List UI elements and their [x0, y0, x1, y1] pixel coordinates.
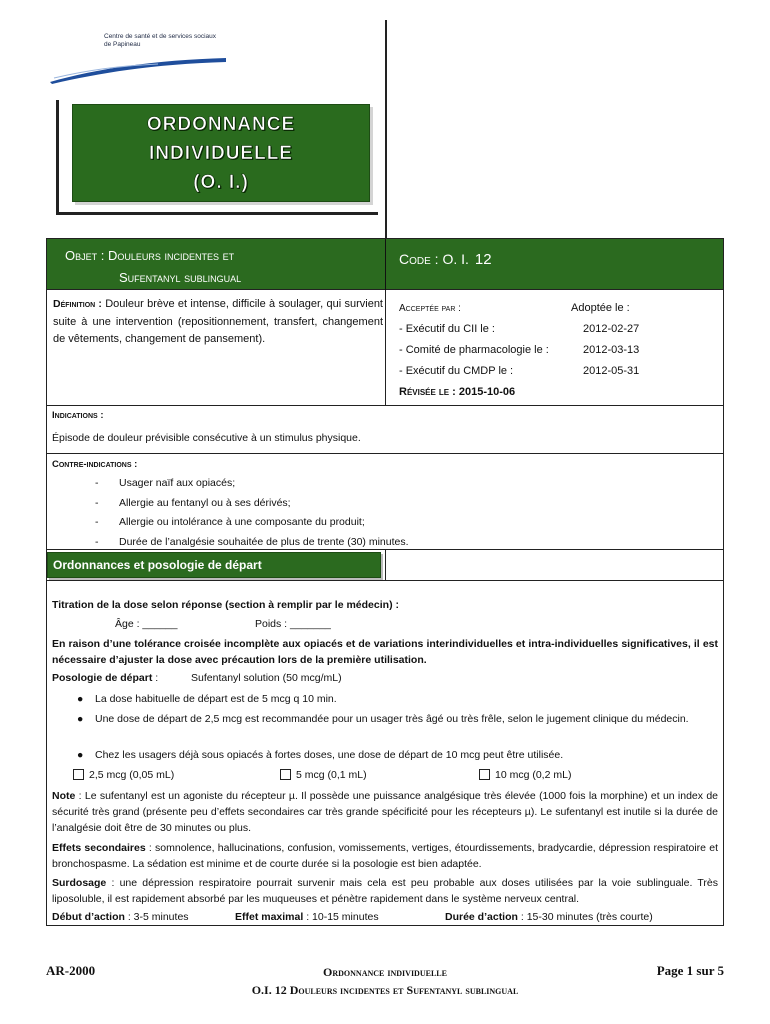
code-label: Code : O. I.	[399, 251, 469, 267]
dose-option[interactable]	[280, 769, 367, 781]
bullet-icon: ●	[77, 693, 84, 705]
list-item-text: Allergie ou intolérance à une composante du produit;	[119, 516, 365, 528]
side-effects-label: Effets secondaires	[52, 842, 146, 854]
list-item: - Durée de l’analgésie souhaitée de plus de trente (30) minutes.	[95, 535, 409, 548]
duration-label: Durée d’action	[445, 911, 518, 923]
header-divider-line	[385, 20, 387, 238]
adopted-on-label: Adoptée le :	[571, 302, 630, 314]
indications-section	[46, 406, 724, 454]
age-field: Âge : ______	[115, 618, 178, 630]
title-line-3: (O. I.)	[193, 171, 249, 193]
code-number: 12	[474, 251, 492, 268]
list-item-text: Usager naïf aux opiacés;	[119, 477, 236, 489]
max-effect-line	[235, 909, 379, 925]
indications-label: Indications :	[52, 410, 104, 421]
acceptance-row-who: - Exécutif du CMDP le :	[399, 365, 514, 377]
acceptance-row-date: 2012-05-31	[583, 365, 640, 377]
acceptance-block	[399, 298, 729, 403]
posology-value: Sufentanyl solution (50 mcg/mL)	[191, 672, 342, 684]
accepted-by-label: Acceptée par :	[399, 303, 461, 314]
logo-line-2: de Papineau	[104, 41, 141, 48]
subject-line-1: Objet : Douleurs incidentes et	[65, 248, 235, 263]
contraindications-list	[95, 474, 409, 552]
list-item: - Usager naïf aux opiacés;	[95, 477, 236, 489]
list-item: - Allergie ou intolérance à une composante du produit;	[95, 516, 365, 528]
note-paragraph	[52, 788, 718, 836]
posology-line	[52, 670, 158, 686]
list-item-text: Une dose de départ de 2,5 mcg est recommandée pour un usager très âgé ou très frêle, selon le jugement clinique du médecin.	[95, 713, 689, 725]
indications-text: Épisode de douleur prévisible consécutive à un stimulus physique.	[52, 432, 361, 444]
definition-label: Définition :	[53, 298, 102, 310]
posology-separator: :	[152, 672, 159, 684]
definition-section	[46, 290, 724, 406]
logo-swoosh-icon	[48, 50, 228, 84]
subject-title	[65, 245, 241, 289]
onset-line	[52, 909, 189, 925]
footer-title	[200, 963, 570, 999]
posology-label: Posologie de départ	[52, 672, 153, 684]
duration-value: : 15-30 minutes (très courte)	[517, 911, 653, 923]
subject-line-2: Sufentanyl sublingual	[119, 270, 242, 285]
checkbox[interactable]	[479, 769, 490, 780]
dose-option[interactable]	[479, 769, 571, 781]
orders-column-divider	[385, 550, 386, 580]
acceptance-row-date: 2012-02-27	[583, 323, 640, 335]
checkbox[interactable]	[280, 769, 291, 780]
dose-option-label: 5 mcg (0,1 mL)	[296, 769, 367, 781]
revised-date: Révisée le : 2015-10-06	[399, 386, 516, 398]
bullet-icon: ●	[77, 749, 84, 761]
footer-form-code: AR-2000	[46, 963, 96, 978]
list-item-text: Durée de l’analgésie souhaitée de plus de trente (30) minutes.	[119, 535, 409, 548]
orders-heading: Ordonnances et posologie de départ	[47, 552, 381, 578]
dose-option[interactable]	[73, 769, 174, 781]
title-line-1: ORDONNANCE	[146, 113, 296, 135]
duration-line	[445, 909, 653, 925]
logo-line-1: Centre de santé et de services sociaux	[104, 33, 217, 40]
side-effects-text: : somnolence, hallucinations, confusion, vomissements, vertiges, étourdissements, bradycardie, dépression respiratoire et bronchospasme. La sédation est minime et de courte durée si la posologie est bien adaptée.	[52, 842, 718, 870]
orders-section	[46, 580, 724, 926]
definition-column-divider	[385, 290, 386, 406]
checkbox[interactable]	[73, 769, 84, 780]
list-item-text: Allergie au fentanyl ou à ses dérivés;	[119, 496, 291, 509]
orders-heading-row	[46, 550, 724, 580]
acceptance-row-date: 2012-03-13	[583, 344, 640, 356]
definition-body: Douleur brève et intense, difficile à soulager, qui survient suite à une intervention (repositionnement, transfert, changement de vêtements, changement de pansement).	[53, 298, 383, 345]
side-effects-paragraph	[52, 840, 718, 872]
list-item-text: Chez les usagers déjà sous opiacés à fortes doses, une dose de départ de 10 mcg peut être utilisée.	[95, 749, 564, 761]
note-text: : Le sufentanyl est un agoniste du récepteur µ. Il possède une puissance analgésique très élevée (1000 fois la morphine) et un index de sécurité très grand (présente peu d’effets secondaires car très grande spécificité pour les récepteurs µ). Le sufentanyl est inutile si la durée de l’analgésie doit être de 30 minutes ou plus.	[52, 790, 718, 834]
title-line-2: INDIVIDUELLE	[149, 142, 293, 164]
list-item-text: La dose habituelle de départ est de 5 mcg q 10 min.	[95, 693, 337, 705]
list-item: - Allergie au fentanyl ou à ses dérivés;	[95, 496, 291, 509]
overdose-paragraph	[52, 875, 718, 907]
header-column-divider	[385, 239, 386, 291]
onset-value: : 3-5 minutes	[124, 911, 189, 923]
max-effect-label: Effet maximal	[235, 911, 304, 923]
footer-title-line-2: O.I. 12 Douleurs incidentes et Sufentanyl sublingual	[251, 983, 519, 997]
logo-text	[104, 33, 216, 49]
dose-option-label: 2,5 mcg (0,05 mL)	[89, 769, 175, 781]
max-effect-value: : 10-15 minutes	[303, 911, 379, 923]
subject-header	[46, 238, 724, 290]
overdose-text: : une dépression respiratoire pourrait survenir mais cela est peu probable aux doses utilisées par la voie sublinguale. Très liposoluble, il est rapidement absorbé par les muqueuses et pénètre rapidement dans le système nerveux central.	[52, 877, 718, 905]
document-title	[72, 104, 370, 202]
page-number: Page 1 sur 5	[656, 963, 724, 978]
titration-heading: Titration de la dose selon réponse (section à remplir par le médecin) :	[52, 599, 399, 611]
acceptance-row-who: - Exécutif du CII le :	[399, 323, 495, 335]
contraindications-section	[46, 454, 724, 550]
tolerance-warning: En raison d’une tolérance croisée incomplète aux opiacés et de variations interindividuelles et intra-individuelles significatives, il est nécessaire d’ajuster la dose avec précaution lors de la première utilisation.	[52, 638, 718, 666]
bullet-icon: ●	[77, 713, 84, 725]
onset-label: Début d’action	[52, 911, 125, 923]
contraindications-label: Contre-indications :	[52, 459, 138, 470]
order-code	[399, 251, 492, 268]
note-label: Note	[52, 790, 76, 802]
dose-option-label: 10 mcg (0,2 mL)	[495, 769, 572, 781]
acceptance-row-who: - Comité de pharmacologie le :	[399, 344, 549, 356]
footer-title-line-1: Ordonnance individuelle	[323, 965, 447, 979]
weight-field: Poids : _______	[255, 618, 331, 630]
definition-text	[53, 296, 383, 349]
overdose-label: Surdosage	[52, 877, 107, 889]
